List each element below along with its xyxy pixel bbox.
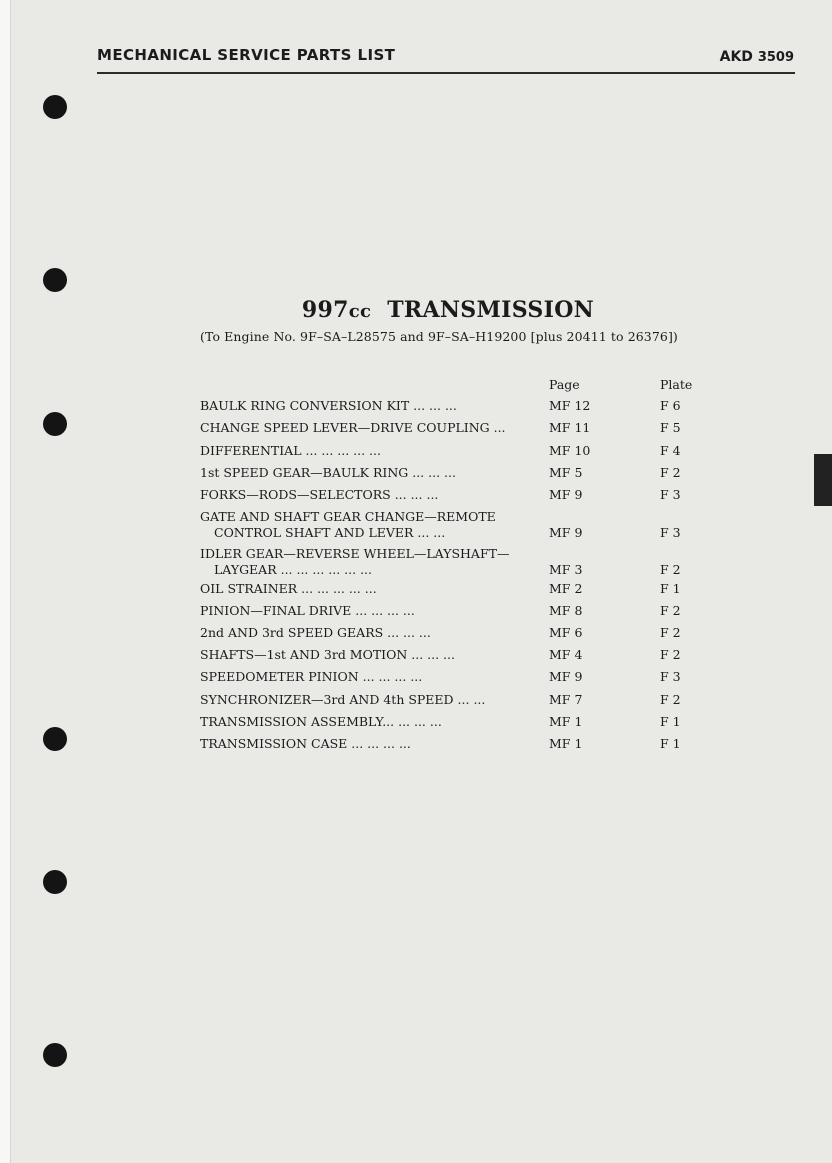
index-row-name: DIFFERENTIAL ... ... ... ... ... bbox=[200, 443, 381, 458]
index-row-plate-ref: F 1 bbox=[660, 736, 681, 751]
index-row-plate-ref: F 2 bbox=[660, 647, 681, 662]
document-code-number: 3509 bbox=[757, 50, 794, 65]
index-row-name: SHAFTS—1st AND 3rd MOTION ... ... ... bbox=[200, 647, 455, 662]
index-row-page-ref: MF 2 bbox=[549, 581, 583, 596]
index-row-page-ref: MF 6 bbox=[549, 625, 583, 640]
header-rule bbox=[97, 72, 795, 74]
index-row-plate-ref: F 2 bbox=[660, 603, 681, 618]
index-row-name: CHANGE SPEED LEVER—DRIVE COUPLING ... bbox=[200, 420, 506, 435]
section-subtitle: (To Engine No. 9F–SA–L28575 and 9F–SA–H19200 [plus 20411 to 26376]) bbox=[200, 329, 678, 344]
index-row-plate-ref: F 2 bbox=[660, 562, 681, 577]
index-row-page-ref: MF 10 bbox=[549, 443, 591, 458]
index-row-page-ref: MF 5 bbox=[549, 465, 583, 480]
index-row-name: PINION—FINAL DRIVE ... ... ... ... bbox=[200, 603, 415, 618]
document-code-prefix: AKD bbox=[719, 49, 753, 65]
index-row-name: OIL STRAINER ... ... ... ... ... bbox=[200, 581, 377, 596]
index-row-page-ref: MF 7 bbox=[549, 692, 583, 707]
index-row-name: FORKS—RODS—SELECTORS ... ... ... bbox=[200, 487, 439, 502]
title-text: TRANSMISSION bbox=[387, 297, 595, 323]
index-row-name: TRANSMISSION CASE ... ... ... ... bbox=[200, 736, 411, 751]
page-edge bbox=[0, 0, 11, 1163]
index-row-name: BAULK RING CONVERSION KIT ... ... ... bbox=[200, 398, 457, 413]
title-number: 997 bbox=[301, 297, 349, 323]
index-row-name: IDLER GEAR—REVERSE WHEEL—LAYSHAFT— bbox=[200, 546, 510, 561]
column-header-page: Page bbox=[549, 377, 580, 392]
section-title bbox=[0, 297, 832, 323]
index-row-page-ref: MF 3 bbox=[549, 562, 583, 577]
binder-hole bbox=[43, 1043, 67, 1067]
index-row-name: SPEEDOMETER PINION ... ... ... ... bbox=[200, 669, 423, 684]
binder-hole bbox=[43, 412, 67, 436]
header-title: MECHANICAL SERVICE PARTS LIST bbox=[97, 46, 396, 64]
index-row-page-ref: MF 9 bbox=[549, 487, 583, 502]
index-row-plate-ref: F 1 bbox=[660, 714, 681, 729]
index-row-name: TRANSMISSION ASSEMBLY... ... ... ... bbox=[200, 714, 442, 729]
index-row-name: GATE AND SHAFT GEAR CHANGE—REMOTE bbox=[200, 509, 496, 524]
index-row-plate-ref: F 2 bbox=[660, 625, 681, 640]
index-row-page-ref: MF 9 bbox=[549, 669, 583, 684]
index-row-page-ref: MF 11 bbox=[549, 420, 591, 435]
document-code bbox=[720, 49, 794, 65]
index-row-name: SYNCHRONIZER—3rd AND 4th SPEED ... ... bbox=[200, 692, 486, 707]
index-row-plate-ref: F 6 bbox=[660, 398, 681, 413]
binder-hole bbox=[43, 727, 67, 751]
title-unit: cc bbox=[348, 301, 372, 322]
index-row-plate-ref: F 1 bbox=[660, 581, 681, 596]
index-row-page-ref: MF 8 bbox=[549, 603, 583, 618]
index-row-name: 2nd AND 3rd SPEED GEARS ... ... ... bbox=[200, 625, 431, 640]
column-header-plate: Plate bbox=[660, 377, 693, 392]
index-row-name: 1st SPEED GEAR—BAULK RING ... ... ... bbox=[200, 465, 456, 480]
index-row-plate-ref: F 2 bbox=[660, 692, 681, 707]
index-row-name-continued: CONTROL SHAFT AND LEVER ... ... bbox=[214, 525, 446, 540]
index-row-plate-ref: F 2 bbox=[660, 465, 681, 480]
binder-hole bbox=[43, 268, 67, 292]
index-row-plate-ref: F 3 bbox=[660, 487, 681, 502]
index-row-plate-ref: F 5 bbox=[660, 420, 681, 435]
binder-hole bbox=[43, 95, 67, 119]
index-row-name-continued: LAYGEAR ... ... ... ... ... ... bbox=[214, 562, 372, 577]
index-row-page-ref: MF 1 bbox=[549, 714, 583, 729]
index-row-page-ref: MF 4 bbox=[549, 647, 583, 662]
index-row-page-ref: MF 1 bbox=[549, 736, 583, 751]
binder-hole bbox=[43, 870, 67, 894]
index-row-plate-ref: F 4 bbox=[660, 443, 681, 458]
section-tab-marker bbox=[814, 454, 832, 506]
index-row-plate-ref: F 3 bbox=[660, 669, 681, 684]
index-row-page-ref: MF 12 bbox=[549, 398, 591, 413]
index-row-page-ref: MF 9 bbox=[549, 525, 583, 540]
index-row-plate-ref: F 3 bbox=[660, 525, 681, 540]
